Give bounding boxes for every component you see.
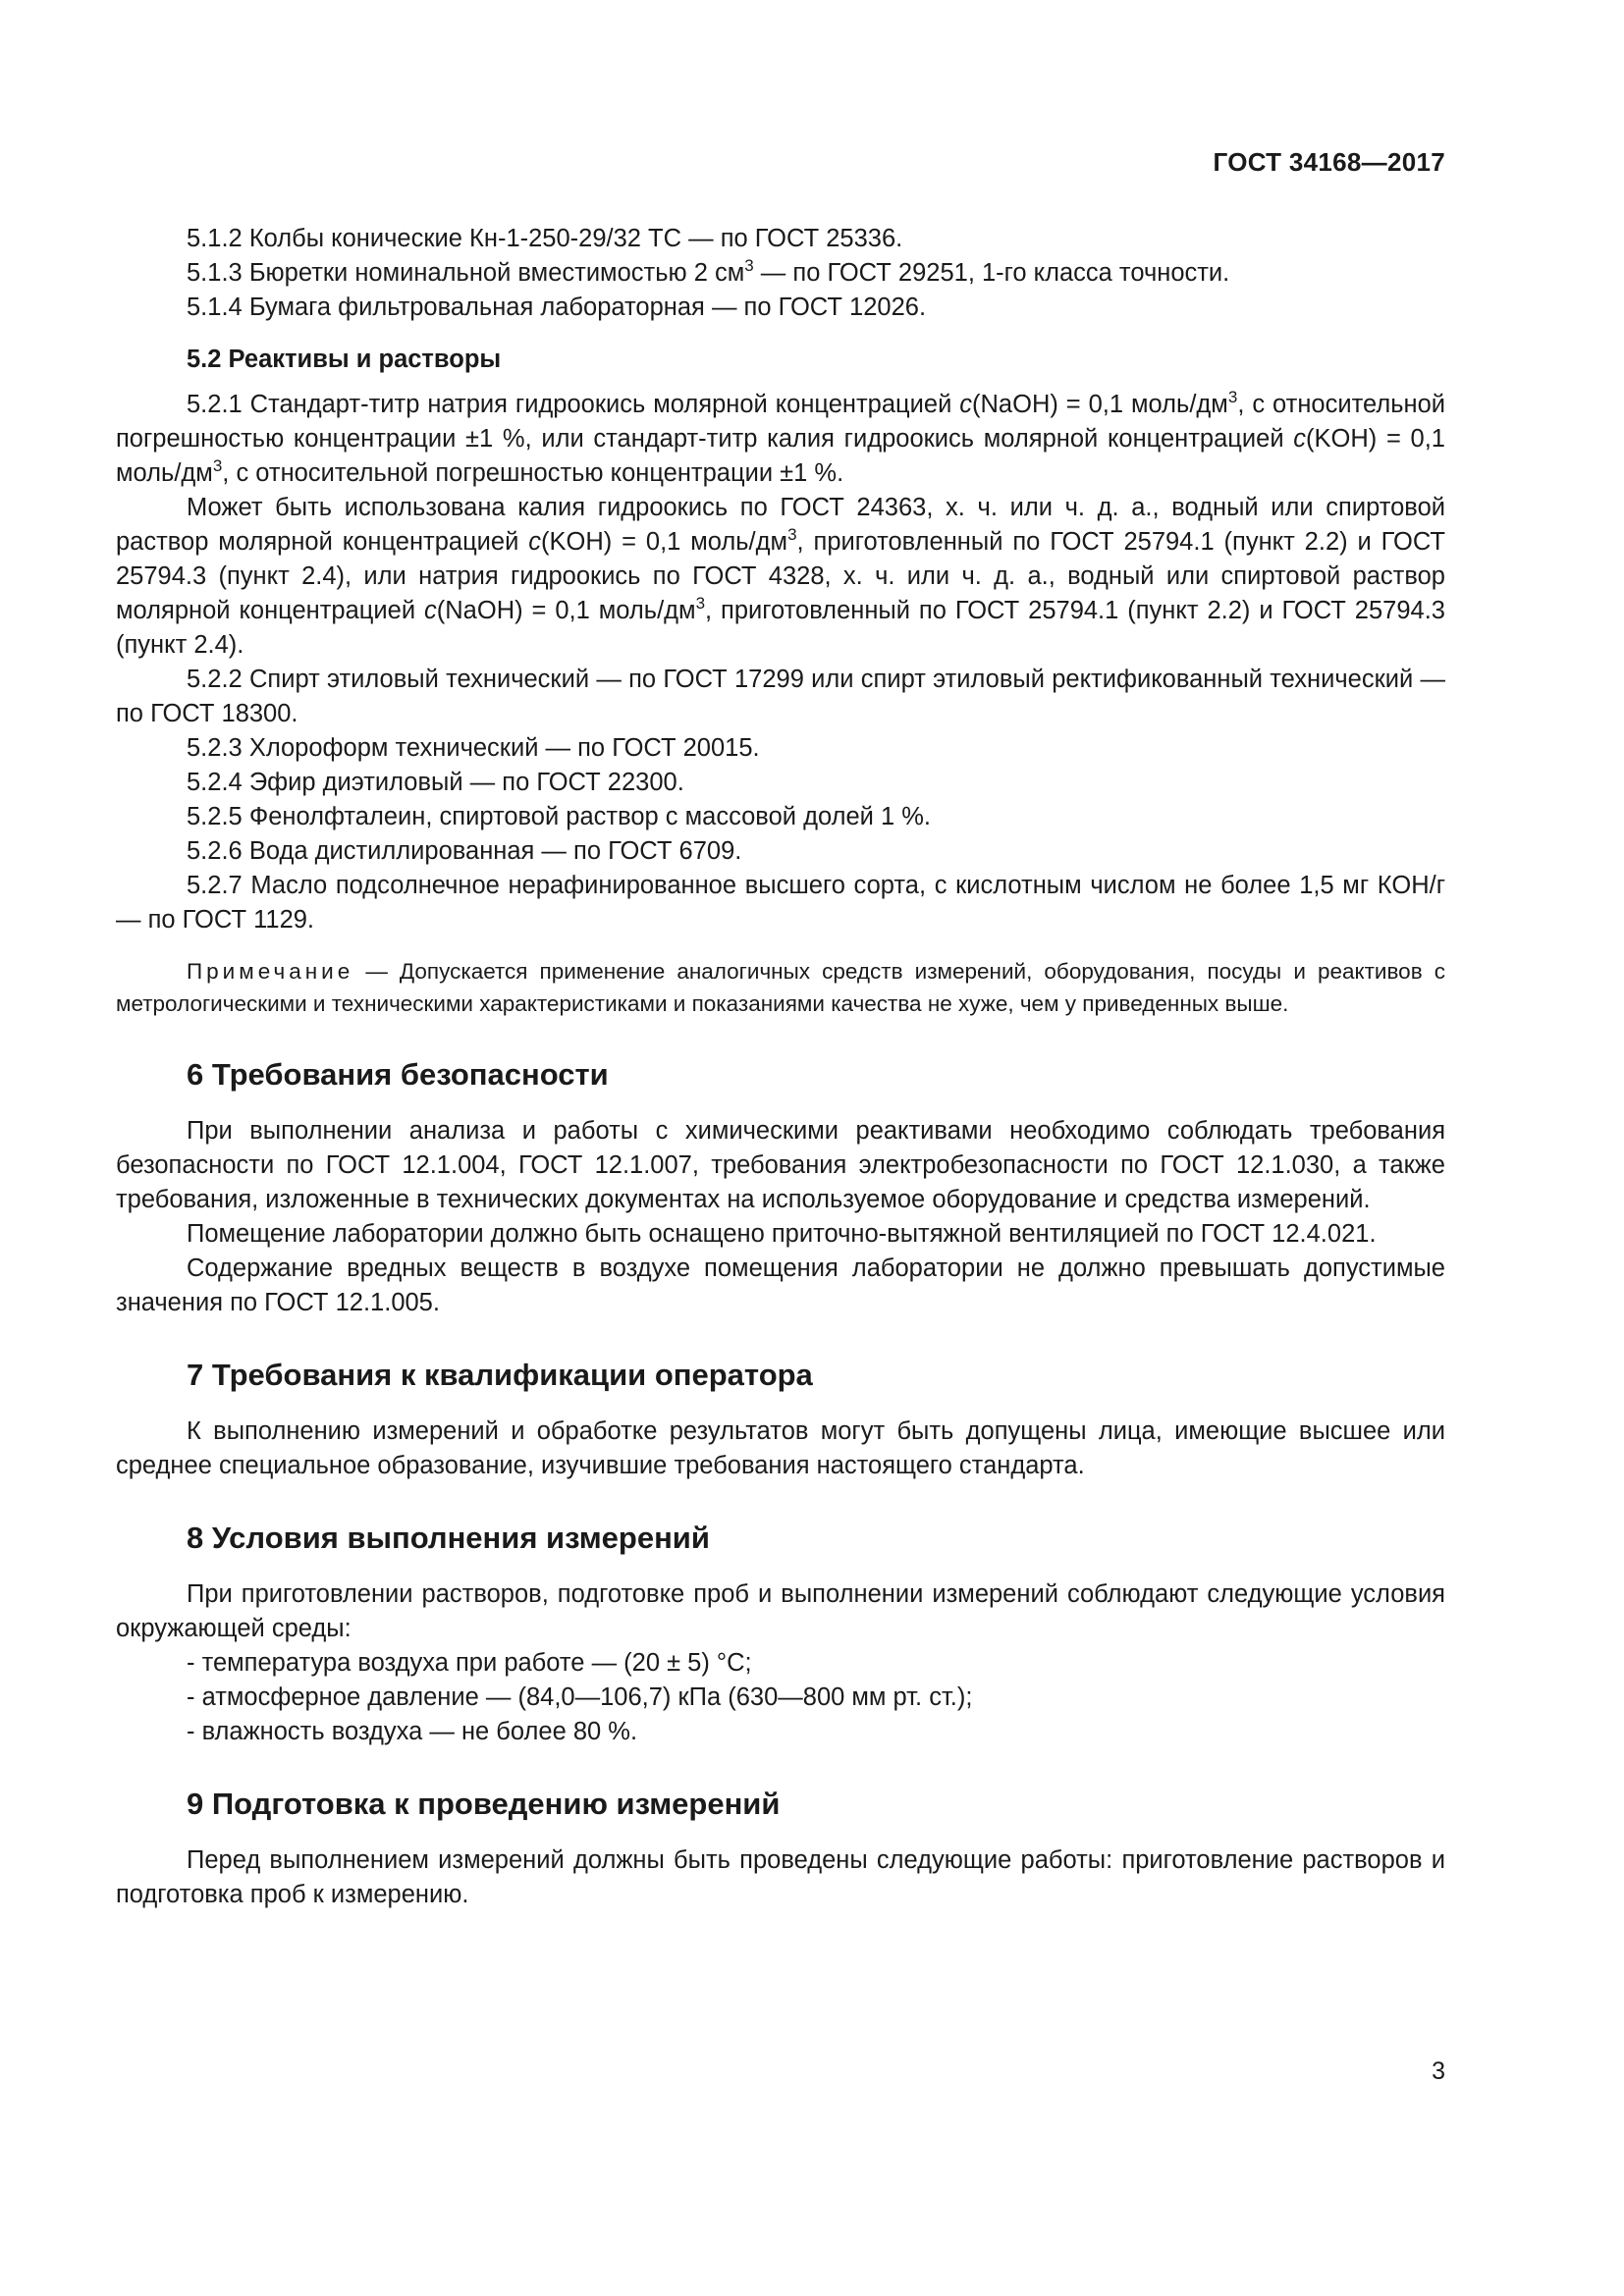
doc-header-id: ГОСТ 34168—2017: [1213, 147, 1445, 177]
page-number: 3: [1432, 2057, 1445, 2085]
clause-5-1-4: 5.1.4 Бумага фильтровальная лабораторная — по ГОСТ 12026.: [187, 294, 927, 321]
section-9-title: 9 Подготовка к проведению измерений: [187, 1787, 781, 1821]
clause-5-2-4: 5.2.4 Эфир диэтиловый — по ГОСТ 22300.: [187, 769, 684, 796]
section-6-para-1: При выполнении анализа и работы с химическими реактивами необходимо соблюдать требования безопасности по ГОСТ 12.1.004, ГОСТ 12.1.007, требования электробезопасности по ГОСТ 12.1.030, а также требования, изложенные в технических документах на используемое оборудование и средства измерений.: [116, 1117, 1445, 1213]
clause-5-2-3: 5.2.3 Хлороформ технический — по ГОСТ 20015.: [187, 734, 760, 762]
condition-temperature: - температура воздуха при работе — (20 ± 5) °С;: [187, 1649, 752, 1677]
note-label: Примечание: [187, 959, 354, 984]
section-6-para-3: Содержание вредных веществ в воздухе помещения лаборатории не должно превышать допустимые значения по ГОСТ 12.1.005.: [116, 1255, 1445, 1316]
section-7-title: 7 Требования к квалификации оператора: [187, 1358, 813, 1392]
section-7-para-1: К выполнению измерений и обработке результатов могут быть допущены лица, имеющие высшее или среднее специальное образование, изучившие требования настоящего стандарта.: [116, 1417, 1445, 1479]
section-8-title: 8 Условия выполнения измерений: [187, 1521, 710, 1555]
condition-humidity: - влажность воздуха — не более 80 %.: [187, 1718, 638, 1745]
clause-5-1-3: 5.1.3 Бюретки номинальной вместимостью 2 $см^3$ — по ГОСТ 29251, 1-го класса точности.: [187, 256, 1230, 287]
clause-5-2-5: 5.2.5 Фенолфталеин, спиртовой раствор с массовой долей 1 %.: [187, 803, 931, 830]
section-9-para-1: Перед выполнением измерений должны быть проведены следующие работы: приготовление растворов и подготовка проб к измерению.: [116, 1846, 1445, 1908]
note: [116, 955, 1445, 1020]
section-6-para-2: Помещение лаборатории должно быть оснащено приточно-вытяжной вентиляцией по ГОСТ 12.4.021.: [187, 1220, 1377, 1248]
clause-5-2-1-alt: Может быть использована калия гидроокись по ГОСТ 24363, х. ч. или ч. д. а., водный или спиртовой раствор молярной концентрацией c(KOH) = 0,1 моль/$дм^3$, приготовленный по ГОСТ 25794.1 (пункт 2.2) и ГОСТ 25794.3 (пункт 2.4), или натрия гидроокись по ГОСТ 4328, х. ч. или ч. д. а., водный или спиртовой раствор молярной концентрацией c(NaOH) = 0,1 моль/$дм^3$, приготовленный по ГОСТ 25794.1 (пункт 2.2) и ГОСТ 25794.3 (пункт 2.4).: [116, 494, 1445, 659]
section-6-title: 6 Требования безопасности: [187, 1057, 609, 1092]
section-8-intro: При приготовлении растворов, подготовке проб и выполнении измерений соблюдают следующие условия окружающей среды:: [116, 1580, 1445, 1642]
clause-5-2-7: 5.2.7 Масло подсолнечное нерафинированное высшего сорта, с кислотным числом не более 1,5 мг КОН/г — по ГОСТ 1129.: [116, 872, 1446, 934]
clause-5-2-2: 5.2.2 Спирт этиловый технический — по ГОСТ 17299 или спирт этиловый ректификованный технический — по ГОСТ 18300.: [116, 666, 1445, 727]
document-body: [116, 222, 1445, 1912]
clause-5-2-1: 5.2.1 Стандарт-титр натрия гидроокись молярной концентрацией c(NaOH) = 0,1 моль/$дм^3$, с относительной погрешностью концентрации ±1 %, или стандарт-титр калия гидроокись молярной концентрацией c(KOH) = 0,1 моль/$дм^3$, с относительной погрешностью концентрации ±1 %.: [116, 388, 1445, 487]
clause-5-1-2: 5.1.2 Колбы конические Кн-1-250-29/32 ТС — по ГОСТ 25336.: [187, 225, 903, 252]
condition-pressure: - атмосферное давление — (84,0—106,7) кПа (630—800 мм рт. ст.);: [187, 1683, 973, 1711]
subsection-5-2-title: 5.2 Реактивы и растворы: [187, 346, 502, 373]
clause-5-2-6: 5.2.6 Вода дистиллированная — по ГОСТ 6709.: [187, 837, 742, 865]
note-text: — Допускается применение аналогичных средств измерений, оборудования, посуды и реактивов с метрологическими и техническими характеристиками и показаниями качества не хуже, чем у приведенных выше.: [116, 959, 1445, 1016]
